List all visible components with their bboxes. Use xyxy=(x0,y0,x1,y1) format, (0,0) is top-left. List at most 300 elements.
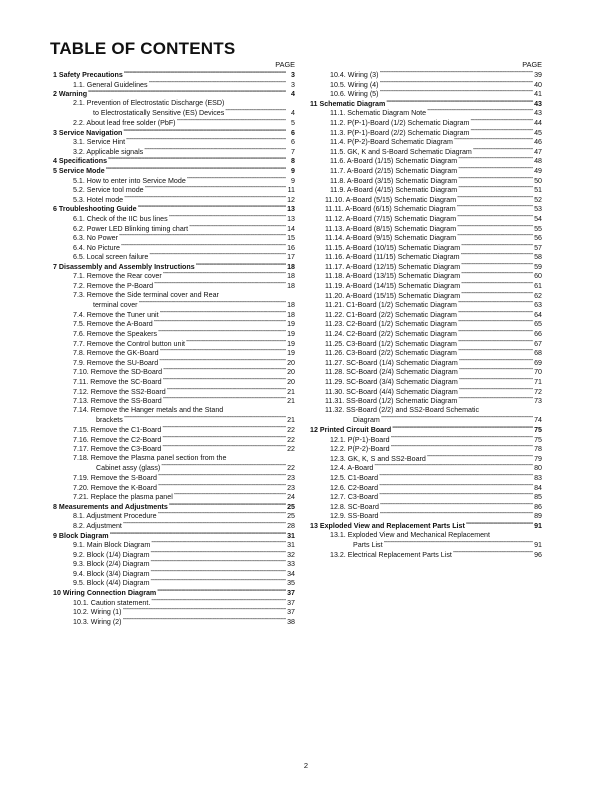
toc-subsection-entry[interactable] xyxy=(53,444,295,454)
dot-leader xyxy=(123,607,287,614)
toc-entry-page: 9 xyxy=(291,176,295,185)
toc-entry-title: 5.3. Hotel mode xyxy=(73,195,124,204)
toc-subsection-entry[interactable] xyxy=(310,118,542,128)
toc-subsection-entry[interactable] xyxy=(310,473,542,483)
toc-entry-title: 11.4. P(P-2)-Board Schematic Diagram xyxy=(330,138,453,147)
dot-leader xyxy=(459,358,533,365)
toc-subsection-entry[interactable] xyxy=(53,195,295,205)
toc-entry-page: 78 xyxy=(534,445,542,454)
toc-entry-page: 17 xyxy=(287,253,295,262)
dot-leader xyxy=(162,444,286,451)
toc-entry-title: 11.15. A-Board (10/15) Schematic Diagram xyxy=(325,243,461,252)
toc-entry-page: 7 xyxy=(291,147,295,156)
toc-subsection-entry[interactable] xyxy=(310,339,542,349)
toc-entry-title: 9.2. Block (1/4) Diagram xyxy=(73,550,150,559)
toc-subsection-entry[interactable] xyxy=(53,137,295,147)
toc-entry-title: 7.10. Remove the SD-Board xyxy=(73,368,163,377)
dot-leader xyxy=(379,492,533,499)
toc-subsection-entry[interactable] xyxy=(310,128,542,138)
toc-entry-page: 56 xyxy=(534,234,542,243)
page-number: 2 xyxy=(303,761,309,770)
toc-subsection-entry[interactable] xyxy=(53,367,295,377)
toc-entry-page: 39 xyxy=(534,71,542,79)
toc-entry-page: 65 xyxy=(534,320,542,329)
dot-leader xyxy=(380,502,533,509)
toc-subsection-entry[interactable] xyxy=(310,281,542,291)
toc-entry-title: 11.28. SC-Board (2/4) Schematic Diagram xyxy=(325,368,458,377)
toc-entry-page: 6 xyxy=(291,128,295,137)
toc-entry-page: 18 xyxy=(287,282,295,291)
dot-leader xyxy=(174,492,286,499)
toc-subsection-entry[interactable] xyxy=(310,319,542,329)
toc-entry-title: 3.2. Applicable signals xyxy=(73,147,144,156)
toc-entry-page: 16 xyxy=(287,243,295,252)
toc-entry-title: 6.2. Power LED Blinking timing chart xyxy=(73,224,189,233)
dot-leader xyxy=(124,415,286,422)
toc-entry-title: to Electrostatically Sensitive (ES) Devices xyxy=(93,109,225,118)
toc-subsection-entry[interactable] xyxy=(310,415,542,425)
toc-entry-page: 22 xyxy=(287,464,295,473)
toc-subsection-entry[interactable] xyxy=(53,396,295,406)
toc-entry-page: 58 xyxy=(534,253,542,262)
toc-subsection-entry[interactable] xyxy=(53,377,295,387)
dot-leader xyxy=(123,128,286,135)
toc-entry-title: 2.2. About lead free solder (PbF) xyxy=(73,118,176,127)
toc-subsection-entry[interactable] xyxy=(310,252,542,262)
toc-entry-title: 2 Warning xyxy=(53,90,88,99)
toc-subsection-entry[interactable] xyxy=(53,578,295,588)
dot-leader xyxy=(177,118,286,125)
toc-entry-page: 38 xyxy=(287,617,295,626)
toc-entry-page: 12 xyxy=(287,195,295,204)
toc-subsection-entry[interactable] xyxy=(310,310,542,320)
toc-entry-title: 10.6. Wiring (5) xyxy=(330,90,379,99)
toc-entry-title: 11.20. A-Board (15/15) Schematic Diagram xyxy=(325,291,461,300)
toc-subsection-entry[interactable] xyxy=(53,224,295,234)
toc-entry-title: 9.3. Block (2/4) Diagram xyxy=(73,560,150,569)
toc-entry-title: 9 Block Diagram xyxy=(53,531,109,540)
toc-entry-text: 7.14. Remove the Hanger metals and the Stand xyxy=(73,405,224,414)
toc-entry-title: 7.8. Remove the GK-Board xyxy=(73,349,159,358)
dot-leader xyxy=(163,396,286,403)
toc-subsection-entry[interactable] xyxy=(310,511,542,521)
toc-subsection-entry[interactable] xyxy=(310,108,542,118)
toc-entry-title: 11.26. C3-Board (2/2) Schematic Diagram xyxy=(325,349,457,358)
toc-subsection-entry[interactable] xyxy=(310,329,542,339)
dot-leader xyxy=(158,473,286,480)
toc-entry-page: 19 xyxy=(287,320,295,329)
toc-subsection-entry[interactable] xyxy=(53,492,295,502)
toc-entry-title: 11 Schematic Diagram xyxy=(310,99,386,108)
toc-subsection-entry[interactable] xyxy=(53,435,295,445)
toc-entry-title: 11.9. A-Board (4/15) Schematic Diagram xyxy=(330,186,458,195)
dot-leader xyxy=(459,367,533,374)
toc-entry-title: 9.5. Block (4/4) Diagram xyxy=(73,579,150,588)
toc-entry-title: 7.21. Replace the plasma panel xyxy=(73,493,173,502)
toc-subsection-entry[interactable] xyxy=(53,550,295,560)
toc-entry-title: 10.5. Wiring (4) xyxy=(330,80,379,89)
toc-subsection-entry[interactable] xyxy=(310,367,542,377)
toc-entry-page: 53 xyxy=(534,205,542,214)
toc-entry-title: 11.21. C1-Board (1/2) Schematic Diagram xyxy=(325,301,457,310)
toc-entry-page: 45 xyxy=(534,128,542,137)
toc-subsection-entry[interactable] xyxy=(310,262,542,272)
dot-leader xyxy=(167,387,286,394)
toc-subsection-entry[interactable] xyxy=(53,319,295,329)
toc-subsection-entry[interactable] xyxy=(310,156,542,166)
toc-entry-page: 44 xyxy=(534,118,542,127)
dot-leader xyxy=(123,521,286,528)
toc-list-left xyxy=(53,70,295,626)
toc-subsection-entry[interactable] xyxy=(53,233,295,243)
toc-entry-text: 2.1. Prevention of Electrostatic Discharge (ESD) xyxy=(73,98,225,107)
toc-entry-title: 8.2. Adjustment xyxy=(73,521,122,530)
toc-entry-page: 80 xyxy=(534,464,542,473)
toc-subsection-entry[interactable] xyxy=(53,415,295,425)
toc-subsection-entry[interactable] xyxy=(310,348,542,358)
toc-subsection-entry[interactable] xyxy=(53,118,295,128)
toc-entry-page: 22 xyxy=(287,445,295,454)
toc-subsection-entry[interactable] xyxy=(53,540,295,550)
toc-section-entry[interactable] xyxy=(310,521,542,531)
toc-subsection-entry[interactable] xyxy=(310,147,542,157)
dot-leader xyxy=(158,511,286,518)
toc-subsection-entry[interactable] xyxy=(310,358,542,368)
toc-entry-page: 79 xyxy=(534,454,542,463)
toc-entry-title: 11.18. A-Board (13/15) Schematic Diagram xyxy=(325,272,461,281)
toc-subsection-entry[interactable] xyxy=(53,598,295,608)
toc-entry-page: 68 xyxy=(534,349,542,358)
toc-subsection-entry[interactable] xyxy=(310,243,542,253)
dot-leader xyxy=(124,195,286,202)
dot-leader xyxy=(379,473,533,480)
toc-entry-title: 8.1. Adjustment Procedure xyxy=(73,512,157,521)
toc-section-entry[interactable] xyxy=(53,588,295,598)
dot-leader xyxy=(163,367,286,374)
dot-leader xyxy=(466,521,533,528)
toc-entry-page: 57 xyxy=(534,243,542,252)
toc-subsection-entry[interactable] xyxy=(310,502,542,512)
dot-leader xyxy=(461,252,533,259)
toc-entry-page: 41 xyxy=(534,90,542,99)
toc-subsection-entry[interactable] xyxy=(53,607,295,617)
toc-section-entry[interactable] xyxy=(53,262,295,272)
toc-entry-title: 11.8. A-Board (3/15) Schematic Diagram xyxy=(330,176,458,185)
toc-entry-title: 7.13. Remove the SS-Board xyxy=(73,397,162,406)
toc-entry-page: 37 xyxy=(287,589,295,598)
toc-subsection-entry[interactable] xyxy=(310,483,542,493)
toc-subsection-entry[interactable] xyxy=(53,617,295,627)
toc-entry-page: 24 xyxy=(287,493,295,502)
toc-subsection-entry[interactable] xyxy=(310,204,542,214)
toc-subsection-entry[interactable] xyxy=(310,195,542,205)
dot-leader xyxy=(473,147,533,154)
toc-subsection-entry[interactable] xyxy=(310,291,542,301)
toc-section-entry[interactable] xyxy=(53,70,295,80)
page-column-header: PAGE xyxy=(522,60,542,69)
dot-leader xyxy=(458,166,533,173)
dot-leader xyxy=(374,463,533,470)
toc-entry-page: 20 xyxy=(287,378,295,386)
toc-subsection-entry[interactable] xyxy=(53,348,295,358)
toc-section-entry[interactable] xyxy=(53,166,295,176)
toc-subsection-entry[interactable] xyxy=(310,396,542,406)
toc-entry-page: 55 xyxy=(534,224,542,233)
toc-subsection-entry[interactable] xyxy=(310,492,542,502)
toc-subsection-entry[interactable] xyxy=(53,80,295,90)
toc-entry-title: 11.24. C2-Board (2/2) Schematic Diagram xyxy=(325,330,457,339)
toc-subsection-entry[interactable] xyxy=(53,252,295,262)
toc-entry-page: 91 xyxy=(534,521,542,530)
dot-leader xyxy=(157,588,286,595)
toc-subsection-entry[interactable] xyxy=(53,473,295,483)
dot-leader xyxy=(106,166,286,173)
dot-leader xyxy=(461,262,533,269)
toc-subsection-entry[interactable] xyxy=(310,300,542,310)
dot-leader xyxy=(196,262,286,269)
toc-subsection-entry[interactable] xyxy=(310,214,542,224)
dot-leader xyxy=(381,415,533,422)
dot-leader xyxy=(160,348,286,355)
toc-entry-title: 11.29. SC-Board (3/4) Schematic Diagram xyxy=(325,378,458,386)
toc-subsection-entry[interactable] xyxy=(53,176,295,186)
dot-leader xyxy=(380,89,534,96)
toc-subsection-entry[interactable] xyxy=(53,511,295,521)
toc-subsection-entry[interactable] xyxy=(310,80,542,90)
toc-entry-page: 51 xyxy=(534,186,542,195)
toc-subsection-entry[interactable] xyxy=(310,166,542,176)
toc-entry-page: 23 xyxy=(287,483,295,492)
toc-entry-title: brackets xyxy=(96,416,123,425)
toc-entry-page: 71 xyxy=(534,378,542,386)
toc-subsection-entry[interactable] xyxy=(310,176,542,186)
dot-leader xyxy=(457,195,533,202)
toc-entry-page: 22 xyxy=(287,425,295,434)
toc-entry-page: 13 xyxy=(287,214,295,223)
toc-entry-title: 11.10. A-Board (5/15) Schematic Diagram xyxy=(325,195,457,204)
dot-leader xyxy=(144,147,286,154)
toc-subsection-entry[interactable] xyxy=(53,310,295,320)
toc-entry-title: 7.15. Remove the C1-Board xyxy=(73,425,162,434)
toc-entry-title: 9.1. Main Block Diagram xyxy=(73,541,151,550)
toc-entry-page: 48 xyxy=(534,157,542,166)
toc-section-entry[interactable] xyxy=(310,425,542,435)
toc-entry-page: 32 xyxy=(287,550,295,559)
dot-leader xyxy=(160,310,286,317)
toc-entry-title: terminal cover xyxy=(93,301,138,310)
page-column-header: PAGE xyxy=(275,60,295,69)
toc-subsection-entry[interactable] xyxy=(310,185,542,195)
toc-subsection-entry[interactable] xyxy=(53,147,295,157)
toc-entry-title: 7.6. Remove the Speakers xyxy=(73,330,157,339)
toc-entry-title: 5.2. Service tool mode xyxy=(73,186,144,195)
toc-subsection-entry[interactable] xyxy=(310,444,542,454)
toc-entry-title: 11.1. Schematic Diagram Note xyxy=(330,109,427,118)
dot-leader xyxy=(151,540,286,547)
toc-entry-title: 11.5. GK, K and S-Board Schematic Diagram xyxy=(330,147,472,156)
toc-entry-title: Cabinet assy (glass) xyxy=(96,464,161,473)
toc-entry-page: 46 xyxy=(534,138,542,147)
dot-leader xyxy=(225,108,286,115)
toc-entry-page: 19 xyxy=(287,330,295,339)
toc-subsection-entry[interactable] xyxy=(310,387,542,397)
toc-entry-page: 54 xyxy=(534,214,542,223)
toc-section-entry[interactable] xyxy=(53,204,295,214)
toc-entry-title: 8 Measurements and Adjustments xyxy=(53,502,168,511)
toc-entry-page: 75 xyxy=(534,435,542,444)
toc-subsection-entry[interactable] xyxy=(310,137,542,147)
toc-subsection-entry[interactable] xyxy=(53,108,295,118)
toc-subsection-entry[interactable] xyxy=(53,521,295,531)
dot-leader xyxy=(145,185,286,192)
toc-entry-page: 49 xyxy=(534,166,542,175)
toc-subsection-entry[interactable] xyxy=(53,358,295,368)
toc-entry-title: 11.23. C2-Board (1/2) Schematic Diagram xyxy=(325,320,457,329)
toc-entry-text: 7.18. Remove the Plasma panel section from the xyxy=(73,453,227,462)
toc-subsection-entry[interactable] xyxy=(310,540,542,550)
toc-subsection-entry[interactable] xyxy=(53,483,295,493)
toc-entry-title: 6.1. Check of the IIC bus lines xyxy=(73,214,168,223)
toc-entry-page: 13 xyxy=(287,205,295,214)
toc-entry-title: 9.4. Block (3/4) Diagram xyxy=(73,569,150,578)
toc-subsection-entry[interactable] xyxy=(310,550,542,560)
toc-subsection-entry[interactable] xyxy=(53,425,295,435)
dot-leader xyxy=(163,271,286,278)
dot-leader xyxy=(159,358,286,365)
toc-subsection-entry[interactable] xyxy=(53,271,295,281)
toc-entry-text: 11.32. SS-Board (2/2) and SS2-Board Schematic xyxy=(325,405,480,414)
dot-leader xyxy=(126,137,286,144)
toc-entry-page: 18 xyxy=(287,272,295,281)
toc-entry-title: 12.7. C3-Board xyxy=(330,493,379,502)
toc-subsection-entry[interactable] xyxy=(310,70,542,80)
toc-subsection-entry[interactable] xyxy=(53,214,295,224)
dot-leader xyxy=(457,214,533,221)
toc-entry-title: 11.19. A-Board (14/15) Schematic Diagram xyxy=(325,282,461,291)
dot-leader xyxy=(458,319,533,326)
toc-subsection-entry[interactable] xyxy=(310,224,542,234)
toc-entry-page: 14 xyxy=(287,224,295,233)
toc-entry-page: 23 xyxy=(287,473,295,482)
toc-entry-page: 18 xyxy=(287,310,295,319)
toc-entry-page: 52 xyxy=(534,195,542,204)
toc-entry-title: 7.19. Remove the S-Board xyxy=(73,473,157,482)
dot-leader xyxy=(458,300,533,307)
toc-subsection-entry[interactable] xyxy=(53,281,295,291)
toc-entry-page: 67 xyxy=(534,339,542,348)
toc-section-entry[interactable] xyxy=(53,128,295,138)
dot-leader xyxy=(154,319,286,326)
toc-entry-title: 10.2. Wiring (1) xyxy=(73,608,122,617)
toc-subsection-entry[interactable] xyxy=(53,300,295,310)
toc-entry-page: 15 xyxy=(287,234,295,243)
toc-entry-title: 1 Safety Precautions xyxy=(53,71,123,79)
toc-entry-page: 19 xyxy=(287,349,295,358)
dot-leader xyxy=(458,396,533,403)
toc-subsection-entry[interactable] xyxy=(53,243,295,253)
toc-entry-title: 12.1. P(P-1)-Board xyxy=(330,435,390,444)
toc-subsection-entry[interactable] xyxy=(310,377,542,387)
toc-entry-page: 83 xyxy=(534,473,542,482)
toc-entry-title: 12.3. GK, K, S and SS2-Board xyxy=(330,454,426,463)
toc-entry-title: 7.7. Remove the Control button unit xyxy=(73,339,185,348)
toc-entry-page: 66 xyxy=(534,330,542,339)
dot-leader xyxy=(158,483,286,490)
dot-leader xyxy=(189,224,286,231)
dot-leader xyxy=(121,243,286,250)
toc-subsection-entry[interactable] xyxy=(53,387,295,397)
toc-entry-page: 18 xyxy=(287,301,295,310)
toc-subsection-entry[interactable] xyxy=(310,463,542,473)
toc-entry-title: 13.2. Electrical Replacement Parts List xyxy=(330,550,452,559)
toc-entry-page: 28 xyxy=(287,521,295,530)
toc-entry-title: Parts List xyxy=(353,541,383,550)
dot-leader xyxy=(158,329,286,336)
dot-leader xyxy=(162,435,286,442)
toc-subsection-entry[interactable] xyxy=(53,339,295,349)
toc-entry-page: 4 xyxy=(291,90,295,99)
toc-entry-title: Diagram xyxy=(353,416,380,425)
toc-section-entry[interactable] xyxy=(53,502,295,512)
toc-subsection-entry[interactable] xyxy=(310,271,542,281)
toc-section-entry[interactable] xyxy=(310,99,542,109)
toc-subsection-entry[interactable] xyxy=(310,454,542,464)
toc-subsection-entry[interactable] xyxy=(53,463,295,473)
toc-entry-page: 31 xyxy=(287,541,295,550)
toc-section-entry[interactable] xyxy=(53,531,295,541)
toc-subsection-entry[interactable] xyxy=(310,233,542,243)
dot-leader xyxy=(461,271,533,278)
toc-entry-page: 64 xyxy=(534,310,542,319)
dot-leader xyxy=(379,483,533,490)
toc-entry-page: 50 xyxy=(534,176,542,185)
toc-subsection-entry[interactable] xyxy=(310,89,542,99)
toc-subsection-entry[interactable] xyxy=(53,329,295,339)
toc-entry-title: 12.2. P(P-2)-Board xyxy=(330,445,390,454)
toc-entry-page: 35 xyxy=(287,579,295,588)
dot-leader xyxy=(458,185,533,192)
toc-entry-page: 31 xyxy=(287,531,295,540)
toc-subsection-entry[interactable] xyxy=(53,569,295,579)
toc-subsection-entry[interactable] xyxy=(310,435,542,445)
toc-entry-title: 3.1. Service Hint xyxy=(73,138,126,147)
toc-entry-title: 11.30. SC-Board (4/4) Schematic Diagram xyxy=(325,387,458,396)
toc-section-entry[interactable] xyxy=(53,89,295,99)
toc-entry-title: 12.4. A-Board xyxy=(330,464,374,473)
toc-entry-page: 40 xyxy=(534,80,542,89)
dot-leader xyxy=(380,511,533,518)
toc-subsection-entry[interactable] xyxy=(53,185,295,195)
toc-entry-page: 34 xyxy=(287,569,295,578)
dot-leader xyxy=(169,214,286,221)
toc-entry-page: 72 xyxy=(534,387,542,396)
toc-entry-title: 11.13. A-Board (8/15) Schematic Diagram xyxy=(325,224,457,233)
toc-entry-page: 43 xyxy=(534,109,542,118)
toc-entry-title: 7.20. Remove the K-Board xyxy=(73,483,157,492)
dot-leader xyxy=(457,233,533,240)
toc-entry-page: 11 xyxy=(287,186,295,195)
toc-entry-title: 5.1. How to enter into Service Mode xyxy=(73,176,186,185)
dot-leader xyxy=(124,70,286,77)
toc-entry-title: 7.9. Remove the SU-Board xyxy=(73,358,159,367)
dot-leader xyxy=(453,550,533,557)
toc-entry-page: 89 xyxy=(534,512,542,521)
toc-entry-title: 11.22. C1-Board (2/2) Schematic Diagram xyxy=(325,310,457,319)
toc-section-entry[interactable] xyxy=(53,156,295,166)
toc-subsection-entry[interactable] xyxy=(53,559,295,569)
toc-entry-title: 3 Service Navigation xyxy=(53,128,123,137)
toc-entry-title: 7.16. Remove the C2-Board xyxy=(73,435,162,444)
